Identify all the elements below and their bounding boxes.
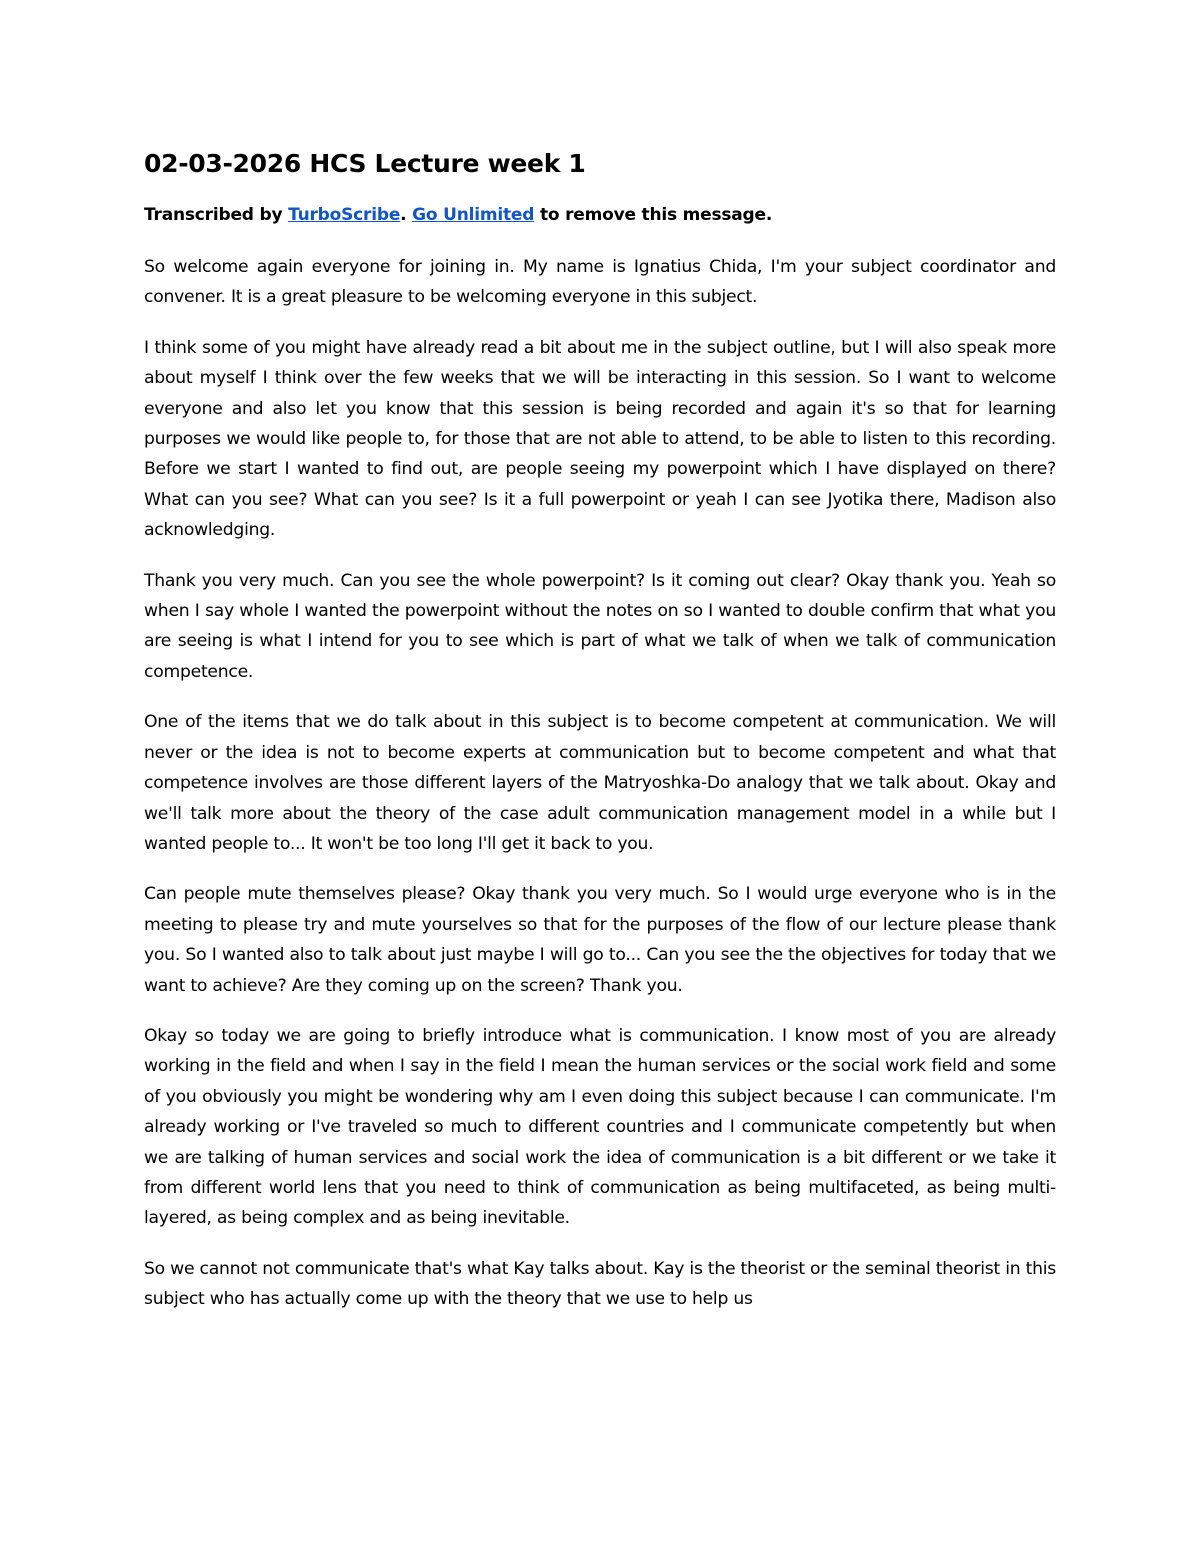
banner-separator: . [400, 205, 413, 225]
document-title: 02-03-2026 HCS Lecture week 1 [144, 149, 586, 178]
transcript-paragraph: Thank you very much. Can you see the whole powerpoint? Is it coming out clear? Okay thank you. Yeah so when I say whole I wanted the powerpoint without the notes on so I wanted to double confirm that what you are seeing is what I intend for you to see which is part of what we talk of when we talk of communication competence. [144, 570, 1056, 682]
document-page [144, 146, 1056, 1335]
transcript-paragraph: I think some of you might have already read a bit about me in the subject outline, but I will also speak more about myself I think over the few weeks that we will be interacting in this session. So I want to welcome everyone and also let you know that this session is being recorded and again it's so that for learning purposes we would like people to, for those that are not able to attend, to be able to listen to this recording. Before we start I wanted to find out, are people seeing my powerpoint which I have displayed on there? What can you see? What can you see? Is it a full powerpoint or yeah I can see Jyotika there, Madison also acknowledging. [144, 337, 1056, 541]
transcript-paragraph: Can people mute themselves please? Okay thank you very much. So I would urge everyone who is in the meeting to please try and mute yourselves so that for the purposes of the flow of our lecture please thank you. So I wanted also to talk about just maybe I will go to... Can you see the the objectives for today that we want to achieve? Are they coming up on the screen? Thank you. [144, 884, 1056, 996]
banner-prefix: Transcribed by [144, 205, 289, 225]
turboscribe-link[interactable]: TurboScribe [288, 205, 401, 225]
transcript-paragraph: So we cannot not communicate that's what Kay talks about. Kay is the theorist or the seminal theorist in this subject who has actually come up with the theory that we use to help us [144, 1258, 1056, 1310]
transcript-paragraph: One of the items that we do talk about in this subject is to become competent at communication. We will never or the idea is not to become experts at communication but to become competent and what that competence involves are those different layers of the Matryoshka-Do analogy that we talk about. Okay and we'll talk more about the theory of the case adult communication management model in a while but I wanted people to... It won't be too long I'll get it back to you. [144, 712, 1056, 854]
banner-suffix: to remove this message. [534, 205, 773, 225]
go-unlimited-link[interactable]: Go Unlimited [412, 205, 535, 225]
transcript-paragraph: Okay so today we are going to briefly introduce what is communication. I know most of you are already working in the field and when I say in the field I mean the human services or the social work field and some of you obviously you might be wondering why am I even doing this subject because I can communicate. I'm already working or I've traveled so much to different countries and I communicate competently but when we are talking of human services and social work the idea of communication is a bit different or we take it from different world lens that you need to think of communication as being multifaceted, as being multi-layered, as being complex and as being inevitable. [144, 1025, 1056, 1229]
transcript-paragraph: So welcome again everyone for joining in. My name is Ignatius Chida, I'm your subject coordinator and convener. It is a great pleasure to be welcoming everyone in this subject. [144, 257, 1056, 308]
transcription-banner [144, 202, 1056, 228]
